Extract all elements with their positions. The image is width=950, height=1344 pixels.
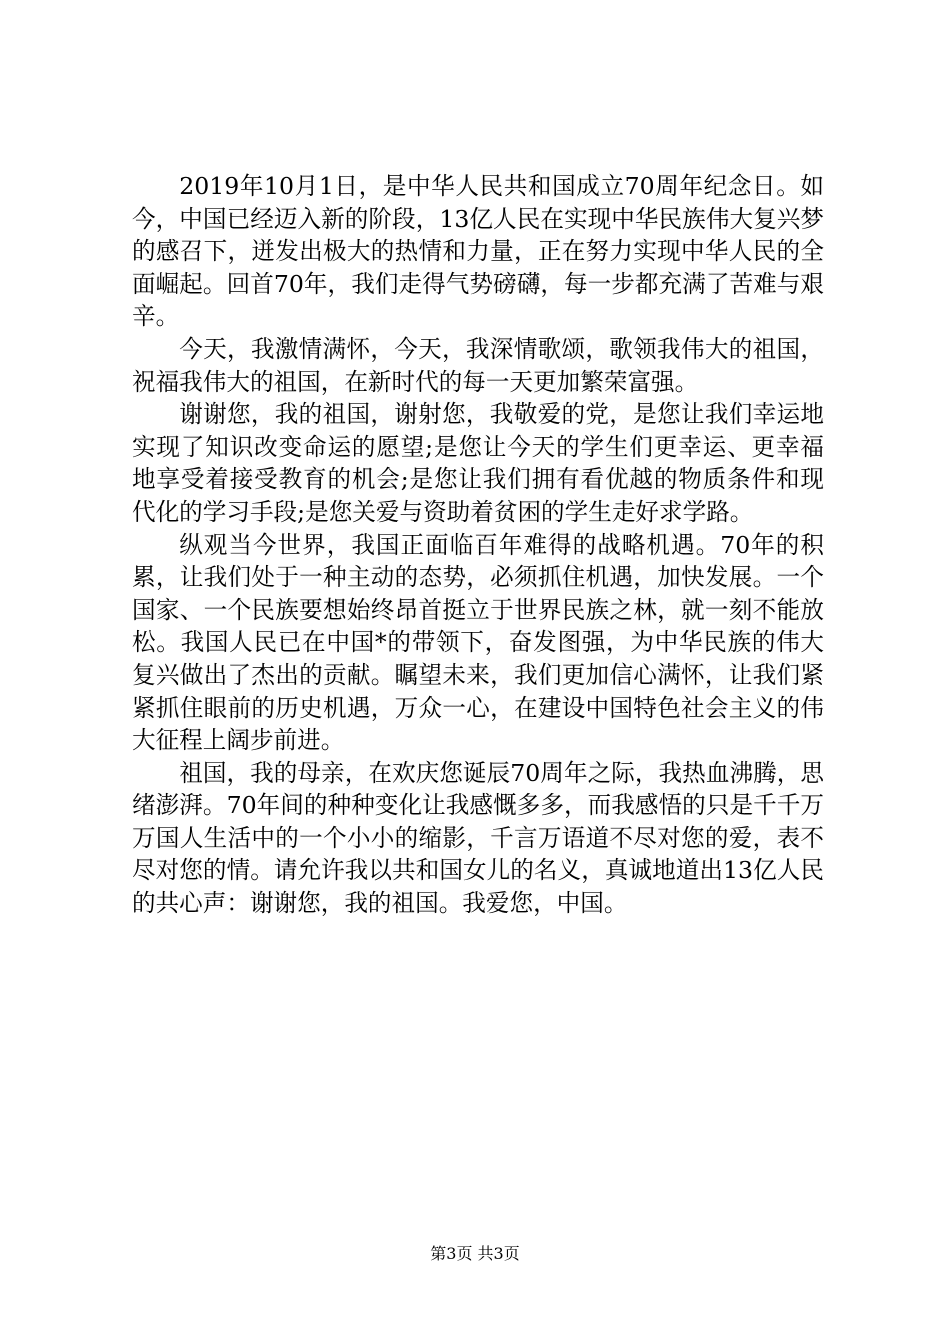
paragraph-5: 祖国，我的母亲，在欢庆您诞辰70周年之际，我热血沸腾，思绪澎湃。70年间的种种变化让我感慨多多，而我感悟的只是千千万万国人生活中的一个小小的缩影，千言万语道不尽对您的爱，表不尽对您的情。请允许我以共和国女儿的名义，真诚地道出13亿人民的共心声：谢谢您，我的祖国。我爱您，中国。 <box>132 758 824 918</box>
document-body <box>132 170 824 920</box>
page-footer: 第3页 共3页 <box>430 1244 520 1263</box>
paragraph-4: 纵观当今世界，我国正面临百年难得的战略机遇。70年的积累，让我们处于一种主动的态势，必须抓住机遇，加快发展。一个国家、一个民族要想始终昂首挺立于世界民族之林，就一刻不能放松。我国人民已在中国*的带领下，奋发图强，为中华民族的伟大复兴做出了杰出的贡献。瞩望未来，我们更加信心满怀，让我们紧紧抓住眼前的历史机遇，万众一心，在建设中国特色社会主义的伟大征程上阔步前进。 <box>132 530 824 755</box>
paragraph-2: 今天，我激情满怀，今天，我深情歌颂，歌领我伟大的祖国，祝福我伟大的祖国，在新时代的每一天更加繁荣富强。 <box>132 334 824 396</box>
paragraph-3: 谢谢您，我的祖国，谢射您，我敬爱的党，是您让我们幸运地实现了知识改变命运的愿望;是您让今天的学生们更幸运、更幸福地享受着接受教育的机会;是您让我们拥有看优越的物质条件和现代化的学习手段;是您关爱与资助着贫困的学生走好求学路。 <box>132 400 824 526</box>
paragraph-1: 2019年10月1日，是中华人民共和国成立70周年纪念日。如今，中国已经迈入新的阶段，13亿人民在实现中华民族伟大复兴梦的感召下，迸发出极大的热情和力量，正在努力实现中华人民的全面崛起。回首70年，我们走得气势磅礴，每一步都充满了苦难与艰辛。 <box>132 172 824 331</box>
